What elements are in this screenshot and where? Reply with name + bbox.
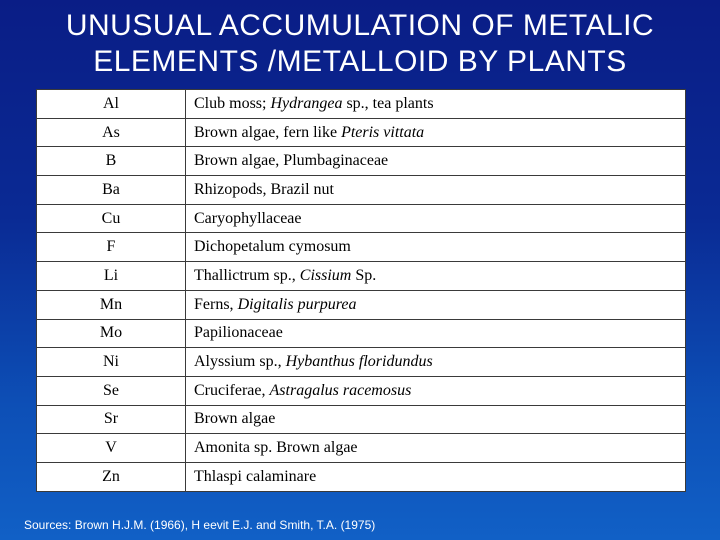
table-row <box>37 204 686 233</box>
plants-text: Amonita sp. Brown algae <box>194 439 358 457</box>
table-row <box>37 90 686 119</box>
element-cell: Ba <box>37 176 186 205</box>
element-cell: As <box>37 118 186 147</box>
plants-text: Thallictrum sp., <box>194 266 300 284</box>
element-cell: Al <box>37 90 186 119</box>
element-cell: Mo <box>37 319 186 348</box>
plants-text: Sp. <box>351 266 377 284</box>
plants-cell <box>186 90 686 119</box>
table-row <box>37 290 686 319</box>
plants-text: Cruciferae, <box>194 381 270 399</box>
element-cell: Se <box>37 376 186 405</box>
plants-cell <box>186 204 686 233</box>
species-name: Hybanthus floridundus <box>285 353 433 371</box>
plants-text: Club moss; <box>194 94 271 112</box>
plants-text: Papilionaceae <box>194 324 283 342</box>
table-row <box>37 405 686 434</box>
plants-cell <box>186 262 686 291</box>
plants-text: Brown algae, Plumbaginaceae <box>194 152 389 170</box>
plants-cell <box>186 319 686 348</box>
plants-cell <box>186 348 686 377</box>
table-row <box>37 233 686 262</box>
table-row <box>37 118 686 147</box>
species-name: Hydrangea <box>270 94 343 112</box>
plants-cell <box>186 405 686 434</box>
table-row <box>37 376 686 405</box>
table-row <box>37 434 686 463</box>
plants-cell <box>186 376 686 405</box>
element-cell: V <box>37 434 186 463</box>
plants-cell <box>186 118 686 147</box>
plants-text: sp., tea plants <box>342 94 434 112</box>
table-row <box>37 348 686 377</box>
plants-text: Caryophyllaceae <box>194 209 302 227</box>
plants-text: Dichopetalum cymosum <box>194 238 351 256</box>
element-cell: Li <box>37 262 186 291</box>
sources-note: Sources: Brown H.J.M. (1966), H eevit E.J. and Smith, T.A. (1975) <box>24 518 376 532</box>
plants-cell <box>186 434 686 463</box>
table-row <box>37 319 686 348</box>
species-name: Digitalis purpurea <box>237 295 357 313</box>
table-row <box>37 147 686 176</box>
element-cell: Sr <box>37 405 186 434</box>
plants-text: Brown algae <box>194 410 276 428</box>
plants-text: Brown algae, fern like <box>194 123 342 141</box>
element-cell: Zn <box>37 462 186 491</box>
accumulation-table <box>36 89 686 492</box>
plants-text: Thlaspi calaminare <box>194 467 317 485</box>
species-name: Astragalus racemosus <box>269 381 412 399</box>
plants-cell <box>186 462 686 491</box>
plants-cell <box>186 176 686 205</box>
slide-title <box>0 8 720 80</box>
species-name: Pteris vittata <box>341 123 425 141</box>
plants-text: Rhizopods, Brazil nut <box>194 180 334 198</box>
element-cell: F <box>37 233 186 262</box>
element-cell: Mn <box>37 290 186 319</box>
element-cell: Cu <box>37 204 186 233</box>
table-row <box>37 176 686 205</box>
element-cell: Ni <box>37 348 186 377</box>
plants-text: Alyssium sp., <box>194 353 286 371</box>
title-line-1: UNUSUAL ACCUMULATION OF METALIC <box>65 9 655 42</box>
table-row <box>37 262 686 291</box>
plants-cell <box>186 147 686 176</box>
plants-cell <box>186 290 686 319</box>
plants-text: Ferns, <box>194 295 238 313</box>
species-name: Cissium <box>299 266 352 284</box>
title-line-2: ELEMENTS /METALLOID BY PLANTS <box>93 45 627 78</box>
table-row <box>37 462 686 491</box>
plants-cell <box>186 233 686 262</box>
element-cell: B <box>37 147 186 176</box>
